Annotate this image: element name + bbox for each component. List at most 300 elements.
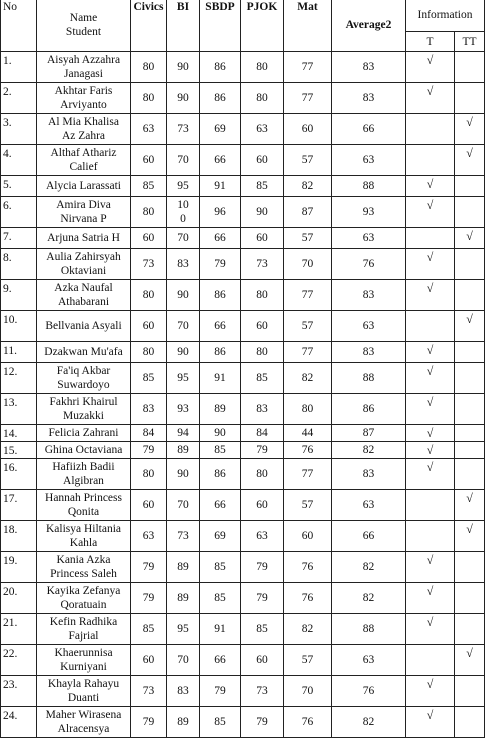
student-name-line2: Calief xyxy=(69,161,98,173)
mat-score: 82 xyxy=(284,614,332,645)
info-t-mark: √ xyxy=(406,394,455,425)
student-name-line1: Hannah Princess xyxy=(45,492,122,504)
mat-score: 70 xyxy=(284,249,332,280)
student-name-line2: Algibran xyxy=(63,475,104,487)
sbdp-score: 79 xyxy=(200,249,241,280)
mat-score: 77 xyxy=(284,83,332,114)
bi-score: 89 xyxy=(167,552,200,583)
civics-score: 79 xyxy=(131,583,167,614)
pjok-score: 73 xyxy=(241,249,284,280)
civics-score: 60 xyxy=(131,645,167,676)
info-t-mark: √ xyxy=(406,614,455,645)
student-name-line1: Alycia Larassati xyxy=(45,180,122,192)
student-name-line1: Al Mia Khalisa xyxy=(48,116,119,128)
average-score: 82 xyxy=(332,583,406,614)
info-tt-mark xyxy=(455,83,485,114)
student-name-line2: Qonita xyxy=(67,506,100,518)
row-number: 11. xyxy=(1,342,37,363)
pjok-score: 60 xyxy=(241,228,284,249)
mat-score: 77 xyxy=(284,342,332,363)
table-row xyxy=(1,425,485,442)
average-score: 82 xyxy=(332,442,406,459)
student-name-line2: Duanti xyxy=(67,692,100,704)
table-row xyxy=(1,490,485,521)
student-name xyxy=(37,645,131,676)
student-name-line1: Khayla Rahayu xyxy=(47,678,120,690)
student-name-line1: Fakhri Khairul xyxy=(49,396,118,408)
sbdp-score: 86 xyxy=(200,280,241,311)
sbdp-score: 85 xyxy=(200,583,241,614)
row-number: 2. xyxy=(1,83,37,114)
sbdp-score: 86 xyxy=(200,52,241,83)
civics-score: 85 xyxy=(131,363,167,394)
pjok-score: 85 xyxy=(241,614,284,645)
student-name xyxy=(37,363,131,394)
mat-score: 87 xyxy=(284,197,332,228)
table-row xyxy=(1,614,485,645)
table-row xyxy=(1,521,485,552)
mat-score: 57 xyxy=(284,645,332,676)
info-tt-mark: √ xyxy=(455,114,485,145)
student-name-line2: Princess Saleh xyxy=(50,568,117,580)
table-row xyxy=(1,145,485,176)
header-pjok: PJOK xyxy=(241,0,284,52)
bi-score: 70 xyxy=(167,490,200,521)
bi-score: 90 xyxy=(167,342,200,363)
average-score: 63 xyxy=(332,145,406,176)
mat-score: 82 xyxy=(284,176,332,197)
student-name-line1: Kania Azka xyxy=(56,554,111,566)
pjok-score: 85 xyxy=(241,176,284,197)
sbdp-score: 86 xyxy=(200,342,241,363)
civics-score: 84 xyxy=(131,425,167,442)
bi-score: 70 xyxy=(167,311,200,342)
pjok-score: 79 xyxy=(241,442,284,459)
student-name-line1: Althaf Athariz xyxy=(50,147,117,159)
info-t-mark: √ xyxy=(406,425,455,442)
row-number: 9. xyxy=(1,280,37,311)
pjok-score: 84 xyxy=(241,425,284,442)
table-row xyxy=(1,342,485,363)
header-t: T xyxy=(406,32,455,52)
info-t-mark xyxy=(406,114,455,145)
sbdp-score: 91 xyxy=(200,614,241,645)
student-name xyxy=(37,176,131,197)
average-score: 83 xyxy=(332,342,406,363)
civics-score: 63 xyxy=(131,114,167,145)
info-tt-mark xyxy=(455,342,485,363)
header-name-line2: Student xyxy=(65,26,102,38)
sbdp-score: 86 xyxy=(200,83,241,114)
bi-score: 90 xyxy=(167,280,200,311)
mat-score: 77 xyxy=(284,280,332,311)
average-score: 88 xyxy=(332,614,406,645)
bi-score: 89 xyxy=(167,442,200,459)
pjok-score: 80 xyxy=(241,52,284,83)
student-name xyxy=(37,442,131,459)
student-name-line2: Nirvana P xyxy=(60,213,107,225)
pjok-score: 80 xyxy=(241,342,284,363)
bi-score: 70 xyxy=(167,145,200,176)
info-t-mark: √ xyxy=(406,197,455,228)
table-row xyxy=(1,645,485,676)
average-score: 86 xyxy=(332,394,406,425)
student-name xyxy=(37,249,131,280)
mat-score: 76 xyxy=(284,442,332,459)
info-t-mark: √ xyxy=(406,83,455,114)
sbdp-score: 86 xyxy=(200,459,241,490)
table-row xyxy=(1,459,485,490)
pjok-score: 79 xyxy=(241,552,284,583)
civics-score: 60 xyxy=(131,145,167,176)
mat-score: 77 xyxy=(284,459,332,490)
row-number: 16. xyxy=(1,459,37,490)
student-name xyxy=(37,552,131,583)
sbdp-score: 85 xyxy=(200,442,241,459)
bi-score: 70 xyxy=(167,228,200,249)
average-score: 88 xyxy=(332,363,406,394)
sbdp-score: 79 xyxy=(200,676,241,707)
mat-score: 70 xyxy=(284,676,332,707)
row-number: 17. xyxy=(1,490,37,521)
table-row xyxy=(1,197,485,228)
sbdp-score: 69 xyxy=(200,521,241,552)
mat-score: 80 xyxy=(284,394,332,425)
row-number: 1. xyxy=(1,52,37,83)
bi-score xyxy=(167,197,200,228)
student-name xyxy=(37,490,131,521)
row-number: 4. xyxy=(1,145,37,176)
average-score: 93 xyxy=(332,197,406,228)
sbdp-score: 66 xyxy=(200,228,241,249)
header-tt: TT xyxy=(455,32,485,52)
row-number: 24. xyxy=(1,707,37,738)
sbdp-score: 91 xyxy=(200,176,241,197)
sbdp-score: 89 xyxy=(200,394,241,425)
table-row xyxy=(1,707,485,738)
bi-score-part1: 10 xyxy=(177,199,189,211)
info-tt-mark xyxy=(455,176,485,197)
info-t-mark xyxy=(406,645,455,676)
info-t-mark xyxy=(406,490,455,521)
info-tt-mark xyxy=(455,459,485,490)
table-row xyxy=(1,280,485,311)
sbdp-score: 69 xyxy=(200,114,241,145)
average-score: 76 xyxy=(332,249,406,280)
sbdp-score: 66 xyxy=(200,645,241,676)
pjok-score: 83 xyxy=(241,394,284,425)
civics-score: 63 xyxy=(131,521,167,552)
info-tt-mark xyxy=(455,707,485,738)
sbdp-score: 85 xyxy=(200,707,241,738)
student-name-line1: Maher Wirasena xyxy=(45,709,122,721)
header-information: Information xyxy=(406,0,485,32)
info-t-mark: √ xyxy=(406,176,455,197)
table-row xyxy=(1,176,485,197)
pjok-score: 63 xyxy=(241,114,284,145)
table-row xyxy=(1,228,485,249)
info-tt-mark xyxy=(455,676,485,707)
bi-score: 83 xyxy=(167,676,200,707)
bi-score: 73 xyxy=(167,114,200,145)
info-tt-mark xyxy=(455,280,485,311)
info-tt-mark: √ xyxy=(455,490,485,521)
bi-score: 90 xyxy=(167,459,200,490)
civics-score: 73 xyxy=(131,249,167,280)
header-mat: Mat xyxy=(284,0,332,52)
info-t-mark: √ xyxy=(406,707,455,738)
info-t-mark: √ xyxy=(406,459,455,490)
civics-score: 80 xyxy=(131,280,167,311)
table-row xyxy=(1,363,485,394)
sbdp-score: 66 xyxy=(200,490,241,521)
info-tt-mark xyxy=(455,52,485,83)
student-name-line2: Athabarani xyxy=(57,296,110,308)
civics-score: 80 xyxy=(131,83,167,114)
civics-score: 80 xyxy=(131,197,167,228)
student-name-line2: Fajrial xyxy=(68,630,99,642)
student-name-line1: Khaerunnisa xyxy=(54,647,113,659)
table-row xyxy=(1,394,485,425)
average-score: 76 xyxy=(332,676,406,707)
info-tt-mark: √ xyxy=(455,521,485,552)
info-tt-mark: √ xyxy=(455,645,485,676)
average-score: 82 xyxy=(332,552,406,583)
header-sbdp: SBDP xyxy=(200,0,241,52)
student-name-line1: Kalisya Hiltania xyxy=(45,523,122,535)
student-name-line2: Alracensya xyxy=(57,723,110,735)
info-t-mark: √ xyxy=(406,676,455,707)
bi-score-part2: 0 xyxy=(180,213,186,225)
bi-score: 90 xyxy=(167,52,200,83)
student-name-line2: Suwardoyo xyxy=(57,379,110,391)
pjok-score: 90 xyxy=(241,197,284,228)
pjok-score: 80 xyxy=(241,459,284,490)
row-number: 3. xyxy=(1,114,37,145)
average-score: 87 xyxy=(332,425,406,442)
student-name-line2: Kurniyani xyxy=(60,661,107,673)
student-name-line2: Janagasi xyxy=(64,68,103,80)
table-row xyxy=(1,249,485,280)
table-row xyxy=(1,552,485,583)
civics-score: 60 xyxy=(131,228,167,249)
pjok-score: 80 xyxy=(241,83,284,114)
average-score: 63 xyxy=(332,490,406,521)
student-name xyxy=(37,521,131,552)
info-t-mark: √ xyxy=(406,363,455,394)
student-name xyxy=(37,676,131,707)
student-name-line1: Aulia Zahirsyah xyxy=(46,251,121,263)
info-tt-mark xyxy=(455,552,485,583)
row-number: 15. xyxy=(1,442,37,459)
pjok-score: 60 xyxy=(241,490,284,521)
header-average: Average2 xyxy=(332,0,406,52)
average-score: 82 xyxy=(332,707,406,738)
average-score: 63 xyxy=(332,311,406,342)
bi-score: 89 xyxy=(167,707,200,738)
civics-score: 80 xyxy=(131,52,167,83)
student-name xyxy=(37,394,131,425)
mat-score: 57 xyxy=(284,145,332,176)
row-number: 22. xyxy=(1,645,37,676)
row-number: 23. xyxy=(1,676,37,707)
student-name-line1: Akhtar Faris xyxy=(54,85,113,97)
student-name xyxy=(37,459,131,490)
info-t-mark xyxy=(406,311,455,342)
row-number: 13. xyxy=(1,394,37,425)
info-tt-mark xyxy=(455,249,485,280)
info-t-mark xyxy=(406,521,455,552)
student-name xyxy=(37,197,131,228)
average-score: 83 xyxy=(332,83,406,114)
info-tt-mark xyxy=(455,583,485,614)
mat-score: 57 xyxy=(284,490,332,521)
info-tt-mark: √ xyxy=(455,228,485,249)
info-t-mark: √ xyxy=(406,342,455,363)
pjok-score: 60 xyxy=(241,311,284,342)
header-no: No xyxy=(1,0,37,52)
average-score: 66 xyxy=(332,521,406,552)
student-name-line2: Oktaviani xyxy=(60,265,107,277)
header-bi: BI xyxy=(167,0,200,52)
average-score: 88 xyxy=(332,176,406,197)
student-name xyxy=(37,614,131,645)
civics-score: 60 xyxy=(131,490,167,521)
civics-score: 79 xyxy=(131,707,167,738)
info-tt-mark xyxy=(455,394,485,425)
mat-score: 44 xyxy=(284,425,332,442)
mat-score: 57 xyxy=(284,311,332,342)
civics-score: 80 xyxy=(131,342,167,363)
student-name xyxy=(37,425,131,442)
student-name-line2: Arviyanto xyxy=(60,99,107,111)
pjok-score: 73 xyxy=(241,676,284,707)
student-name xyxy=(37,145,131,176)
row-number: 8. xyxy=(1,249,37,280)
civics-score: 60 xyxy=(131,311,167,342)
table-row xyxy=(1,442,485,459)
bi-score: 95 xyxy=(167,176,200,197)
average-score: 63 xyxy=(332,645,406,676)
mat-score: 77 xyxy=(284,52,332,83)
mat-score: 76 xyxy=(284,583,332,614)
pjok-score: 60 xyxy=(241,645,284,676)
row-number: 12. xyxy=(1,363,37,394)
sbdp-score: 96 xyxy=(200,197,241,228)
info-t-mark: √ xyxy=(406,442,455,459)
bi-score: 83 xyxy=(167,249,200,280)
average-score: 83 xyxy=(332,459,406,490)
student-name-line1: Azka Naufal xyxy=(54,282,113,294)
table-row xyxy=(1,52,485,83)
civics-score: 85 xyxy=(131,614,167,645)
student-name-line1: Hafiizh Badii xyxy=(52,461,115,473)
header-civics: Civics xyxy=(131,0,167,52)
pjok-score: 63 xyxy=(241,521,284,552)
table-row xyxy=(1,311,485,342)
info-t-mark: √ xyxy=(406,52,455,83)
mat-score: 82 xyxy=(284,363,332,394)
row-number: 7. xyxy=(1,228,37,249)
sbdp-score: 66 xyxy=(200,145,241,176)
sbdp-score: 91 xyxy=(200,363,241,394)
row-number: 19. xyxy=(1,552,37,583)
table-row xyxy=(1,114,485,145)
civics-score: 80 xyxy=(131,459,167,490)
mat-score: 76 xyxy=(284,707,332,738)
info-tt-mark xyxy=(455,363,485,394)
table-row xyxy=(1,676,485,707)
row-number: 5. xyxy=(1,176,37,197)
student-name xyxy=(37,707,131,738)
row-number: 20. xyxy=(1,583,37,614)
student-name-line1: Fa'iq Akbar xyxy=(56,365,111,377)
info-tt-mark xyxy=(455,425,485,442)
pjok-score: 79 xyxy=(241,707,284,738)
header-student-name xyxy=(37,0,131,52)
mat-score: 57 xyxy=(284,228,332,249)
bi-score: 70 xyxy=(167,645,200,676)
student-name xyxy=(37,52,131,83)
student-name-line1: Kefin Radhika xyxy=(49,616,118,628)
mat-score: 76 xyxy=(284,552,332,583)
student-name-line1: Amira Diva xyxy=(56,199,111,211)
bi-score: 95 xyxy=(167,614,200,645)
civics-score: 73 xyxy=(131,676,167,707)
student-name xyxy=(37,114,131,145)
bi-score: 95 xyxy=(167,363,200,394)
bi-score: 89 xyxy=(167,583,200,614)
row-number: 14. xyxy=(1,425,37,442)
student-name xyxy=(37,83,131,114)
civics-score: 79 xyxy=(131,552,167,583)
pjok-score: 60 xyxy=(241,145,284,176)
civics-score: 79 xyxy=(131,442,167,459)
student-name xyxy=(37,342,131,363)
row-number: 6. xyxy=(1,197,37,228)
civics-score: 83 xyxy=(131,394,167,425)
table-row xyxy=(1,583,485,614)
student-name xyxy=(37,280,131,311)
bi-score: 93 xyxy=(167,394,200,425)
sbdp-score: 85 xyxy=(200,552,241,583)
grades-table-body xyxy=(1,52,485,738)
table-row xyxy=(1,83,485,114)
student-name xyxy=(37,583,131,614)
info-t-mark xyxy=(406,145,455,176)
info-tt-mark xyxy=(455,442,485,459)
average-score: 63 xyxy=(332,228,406,249)
average-score: 66 xyxy=(332,114,406,145)
average-score: 83 xyxy=(332,280,406,311)
info-tt-mark: √ xyxy=(455,311,485,342)
student-name-line1: Dzakwan Mu'afa xyxy=(44,346,123,358)
student-name-line2: Az Zahra xyxy=(61,130,106,142)
pjok-score: 80 xyxy=(241,280,284,311)
student-name-line1: Ghina Octaviana xyxy=(44,444,123,456)
sbdp-score: 90 xyxy=(200,425,241,442)
student-name-line2: Muzakki xyxy=(63,410,104,422)
info-tt-mark: √ xyxy=(455,145,485,176)
info-t-mark: √ xyxy=(406,249,455,280)
student-name-line1: Aisyah Azzahra xyxy=(46,54,121,66)
info-t-mark xyxy=(406,228,455,249)
student-name xyxy=(37,311,131,342)
info-t-mark: √ xyxy=(406,280,455,311)
student-name-line1: Bellvania Asyali xyxy=(45,320,122,332)
student-name xyxy=(37,228,131,249)
mat-score: 60 xyxy=(284,114,332,145)
